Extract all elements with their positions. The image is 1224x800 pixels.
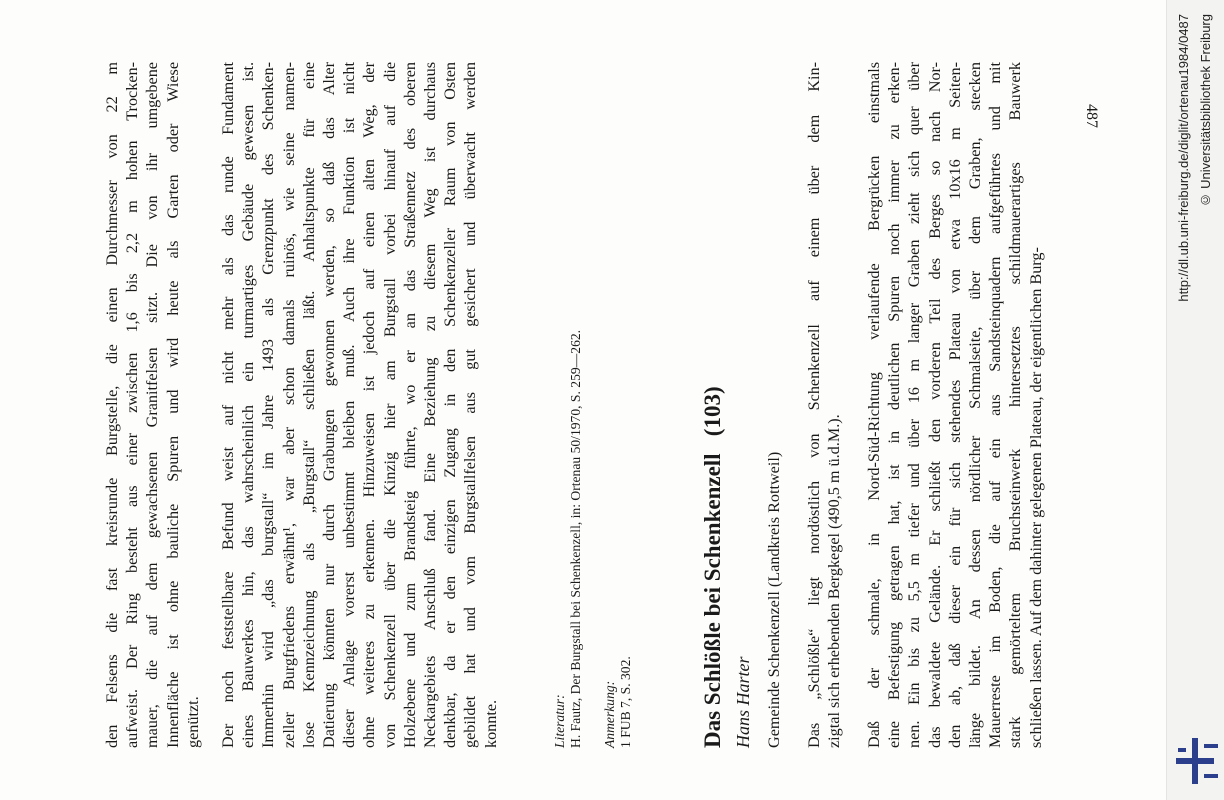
text-line: Mauerreste im Boden, die auf ein aus Sandsteinquadern aufgeführtes und mit bbox=[986, 62, 1005, 748]
page-number: 487 bbox=[1083, 104, 1100, 128]
text-line: mauer, die auf dem gewachsenen Granitfelsen sitzt. Die von ihr umgebene bbox=[143, 62, 162, 748]
source-url-link[interactable]: http://dl.ub.uni-freiburg.de/diglit/ortenau1984/0487 bbox=[1176, 14, 1191, 302]
text-line: von Schenkenzell über die Kinzig hier am Burgstall vorbei hinauf auf die bbox=[380, 62, 399, 748]
text-line: lose Kennzeichnung als „Burgstall“ schließen läßt. Anhaltspunkte für eine bbox=[299, 62, 318, 748]
note-label: Anmerkung: bbox=[602, 680, 617, 748]
text-line: gebildet hat und vom Burgstallfelsen aus gut gesichert und überwacht werden bbox=[461, 62, 480, 748]
paragraph-befund bbox=[218, 62, 501, 748]
section-location: Gemeinde Schenkenzell (Landkreis Rottweil) bbox=[765, 451, 783, 748]
text-line: dieser Anlage vorerst unbestimmt bleiben muß. Auch ihre Funktion ist nicht bbox=[340, 62, 359, 748]
text-line: nen. Ein bis zu 5,5 m tiefer und über 16 m langer Graben zieht sich quer über bbox=[905, 62, 924, 748]
ub-freiburg-logo-icon bbox=[1176, 738, 1220, 784]
text-line: ohne weiteres zu erkennen. Hinzuweisen ist jedoch auf einen alten Weg, der bbox=[360, 62, 379, 748]
text-line: genützt. bbox=[183, 696, 202, 748]
text-line: Daß der schmale, in Nord-Süd-Richtung verlaufende Bergrücken einstmals bbox=[865, 62, 883, 748]
note-entry: 1 FUB 7, S. 302. bbox=[618, 656, 633, 748]
text-line: denkbar, da er den einzigen Zugang in den Schenkenzeller Raum von Osten bbox=[441, 62, 460, 748]
section-author: Hans Harter bbox=[733, 656, 753, 748]
text-line: konnte. bbox=[481, 699, 500, 748]
text-line: Der noch feststellbare Befund weist auf nicht mehr als das runde Fundament bbox=[219, 62, 237, 748]
text-line: Neckargebiets Anschluß fand. Eine Beziehung zu diesem Weg ist durchaus bbox=[421, 62, 440, 748]
text-line: Immerhin wird „das burgstall“ im Jahre 1493 als Grenzpunkt des Schenken- bbox=[259, 62, 278, 748]
paragraph-lage bbox=[804, 62, 844, 748]
paragraph-burgstelle bbox=[102, 62, 203, 748]
margin-strip bbox=[1166, 0, 1224, 800]
literature-entry: H. Fautz, Der Burgstall bei Schenkenzell, in: Ortenau 50/1970, S. 259—262. bbox=[568, 329, 583, 748]
text-line: den Felsens die fast kreisrunde Burgstelle, die einen Durchmesser von 22 m bbox=[103, 62, 121, 748]
text-line: eines Bauwerkes hin, das wahrscheinlich ein turmartiges Gebäude gewesen ist. bbox=[239, 62, 258, 748]
text-line: stark gemörteltem Bruchsteinwerk hintersetztes schildmauerartiges Bauwerk bbox=[1006, 62, 1025, 748]
copyright-text: © Universitätsbibliothek Freiburg bbox=[1198, 14, 1213, 208]
paragraph-befestigung bbox=[864, 62, 1046, 748]
text-line: eine Befestigung getragen hat, ist in deutlichen Spuren noch immer zu erken- bbox=[885, 62, 904, 748]
text-line: Datierung könnten nur durch Grabungen gewonnen werden, so daß das Alter bbox=[320, 62, 339, 748]
note-block bbox=[602, 62, 634, 748]
text-line: den ab, daß dieser ein für sich stehendes Plateau von etwa 10x16 m Seiten- bbox=[945, 62, 964, 748]
literature-label: Literatur: bbox=[552, 694, 567, 748]
literature-block bbox=[552, 62, 584, 748]
text-line: Das „Schlößle“ liegt nordöstlich von Schenkenzell auf einem über dem Kin- bbox=[805, 62, 823, 748]
text-line: länge bildet. An dessen nördlicher Schmalseite, über dem Graben, stecken bbox=[966, 62, 985, 748]
text-line: Innenfläche ist ohne bauliche Spuren und wird heute als Garten oder Wiese bbox=[163, 62, 182, 748]
text-line: das bewaldete Gelände. Er schließt den vorderen Teil des Berges so nach Nor- bbox=[925, 62, 944, 748]
text-line: Holzebene und zum Brandsteig führte, wo er an das Straßennetz des oberen bbox=[400, 62, 419, 748]
text-line: aufweist. Der Ring besteht aus einer zwischen 1,6 bis 2,2 m hohen Trocken- bbox=[123, 62, 142, 748]
text-line: schließen lassen. Auf dem dahinter gelegenen Plateau, der eigentlichen Burg- bbox=[1026, 247, 1045, 748]
text-line: zigtal sich erhebenden Bergkegel (490,5 m ü.d.M.). bbox=[825, 414, 844, 748]
section-title: Das Schlößle bei Schenkenzell (103) bbox=[700, 386, 725, 748]
text-line: zeller Burgfriedens erwähnt¹, war aber schon damals ruinös, wie seine namen- bbox=[279, 62, 298, 748]
